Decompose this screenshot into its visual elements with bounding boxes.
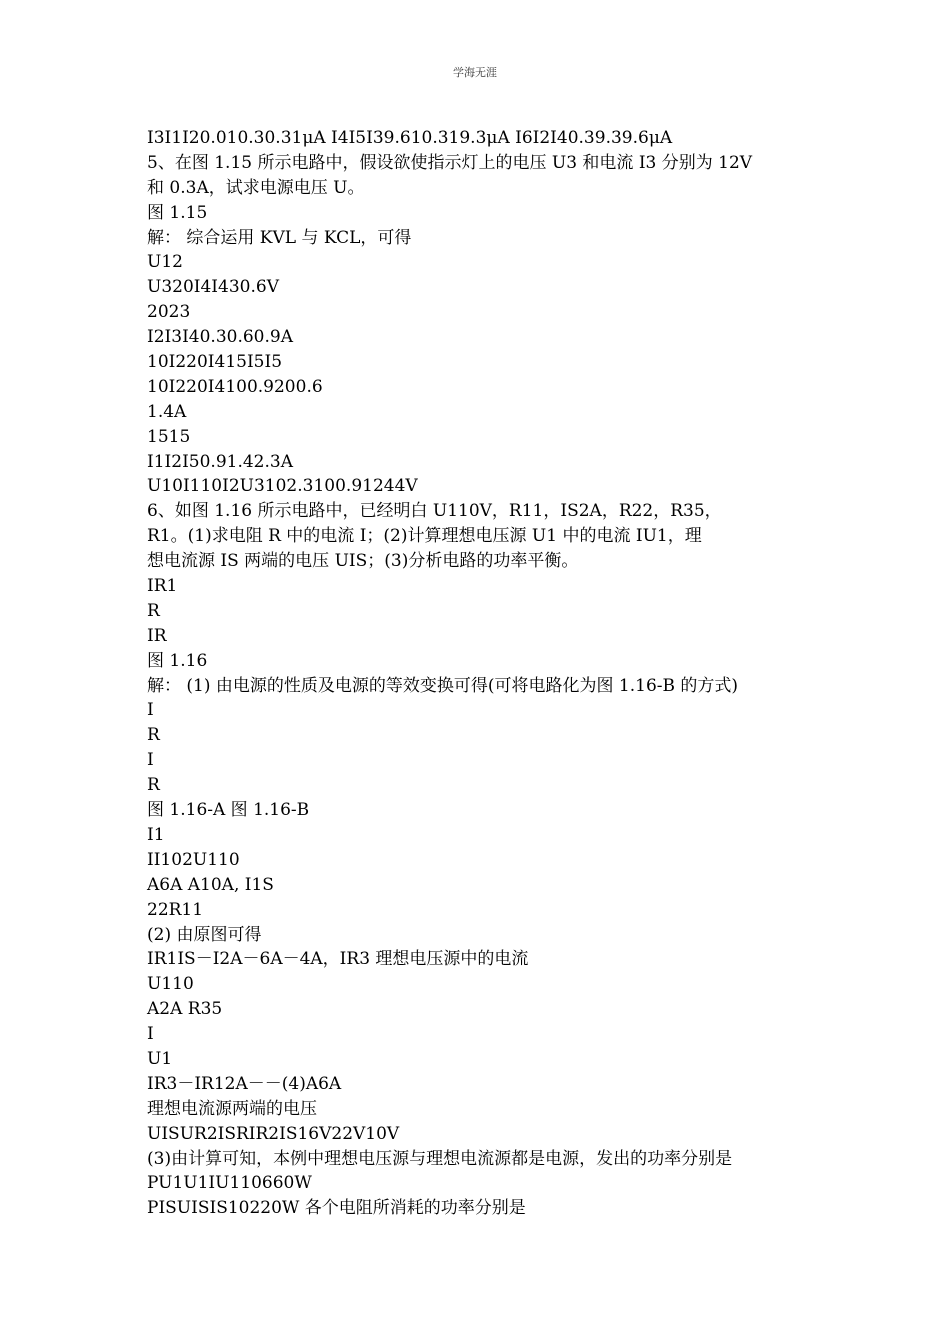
document-body: [147, 126, 827, 1221]
text-line: I1I2I50.91.42.3A: [147, 451, 293, 472]
text-line: UISUR2ISRIR2IS16V22V10V: [147, 1123, 400, 1144]
text-line: PISUISIS10220W 各个电阻所消耗的功率分别是: [147, 1198, 526, 1219]
text-line: 1515: [147, 426, 191, 447]
figure-caption: 图 1.16-A 图 1.16-B: [147, 800, 310, 821]
text-line: 22R11: [147, 899, 204, 920]
text-line: 5、在图 1.15 所示电路中，假设欲使指示灯上的电压 U3 和电流 I3 分别为 12V: [147, 152, 753, 173]
text-line: 理想电流源两端的电压: [147, 1098, 317, 1119]
text-line: U1: [147, 1048, 173, 1069]
text-line: U110: [147, 974, 194, 995]
text-line: I3I1I20.010.30.31μA I4I5I39.610.319.3μA I6I2I40.39.39.6μA: [147, 128, 673, 148]
text-line: II102U110: [147, 849, 240, 870]
text-line: IR3－IR12A－－(4)A6A: [147, 1073, 342, 1094]
text-line: (2) 由原图可得: [147, 924, 262, 945]
text-line: IR: [147, 625, 167, 646]
text-line: I1: [147, 824, 165, 845]
text-line: A6A A10A, I1S: [147, 874, 274, 895]
text-line: R: [147, 775, 160, 796]
text-line: 6、如图 1.16 所示电路中，已经明白 U110V，R11，IS2A，R22，R35，: [147, 501, 722, 522]
figure-caption: 图 1.15: [147, 202, 208, 223]
text-line: 2023: [147, 302, 191, 323]
text-line: R: [147, 600, 160, 621]
text-line: 想电流源 IS 两端的电压 UIS；(3)分析电路的功率平衡。: [147, 551, 579, 572]
text-line: U10I110I2U3102.3100.91244V: [147, 476, 418, 497]
page-header: 学海无涯: [453, 66, 497, 79]
text-line: (3)由计算可知，本例中理想电压源与理想电流源都是电源，发出的功率分别是: [147, 1148, 733, 1169]
text-line: R: [147, 725, 160, 746]
text-line: PU1U1IU110660W: [147, 1173, 312, 1194]
text-line: R1。(1)求电阻 R 中的电流 I；(2)计算理想电压源 U1 中的电流 IU1，理: [147, 526, 702, 547]
text-line: 10I220I415I5I5: [147, 352, 283, 373]
text-line: I2I3I40.30.60.9A: [147, 327, 293, 348]
text-line: U320I4I430.6V: [147, 277, 279, 298]
text-line: 和 0.3A，试求电源电压 U。: [147, 177, 365, 198]
text-line: A2A R35: [147, 999, 223, 1020]
text-line: I: [147, 700, 154, 721]
text-line: U12: [147, 252, 183, 273]
text-line: 解： 综合运用 KVL 与 KCL，可得: [147, 227, 412, 248]
text-line: IR1IS－I2A－6A－4A，IR3 理想电压源中的电流: [147, 949, 529, 970]
text-line: IR1: [147, 576, 178, 597]
text-line: 解： (1) 由电源的性质及电源的等效变换可得(可将电路化为图 1.16-B 的方式): [147, 675, 739, 696]
text-line: 1.4A: [147, 401, 187, 422]
text-line: I: [147, 1024, 154, 1045]
figure-caption: 图 1.16: [147, 650, 208, 671]
text-line: 10I220I4100.9200.6: [147, 376, 323, 397]
text-line: I: [147, 750, 154, 771]
